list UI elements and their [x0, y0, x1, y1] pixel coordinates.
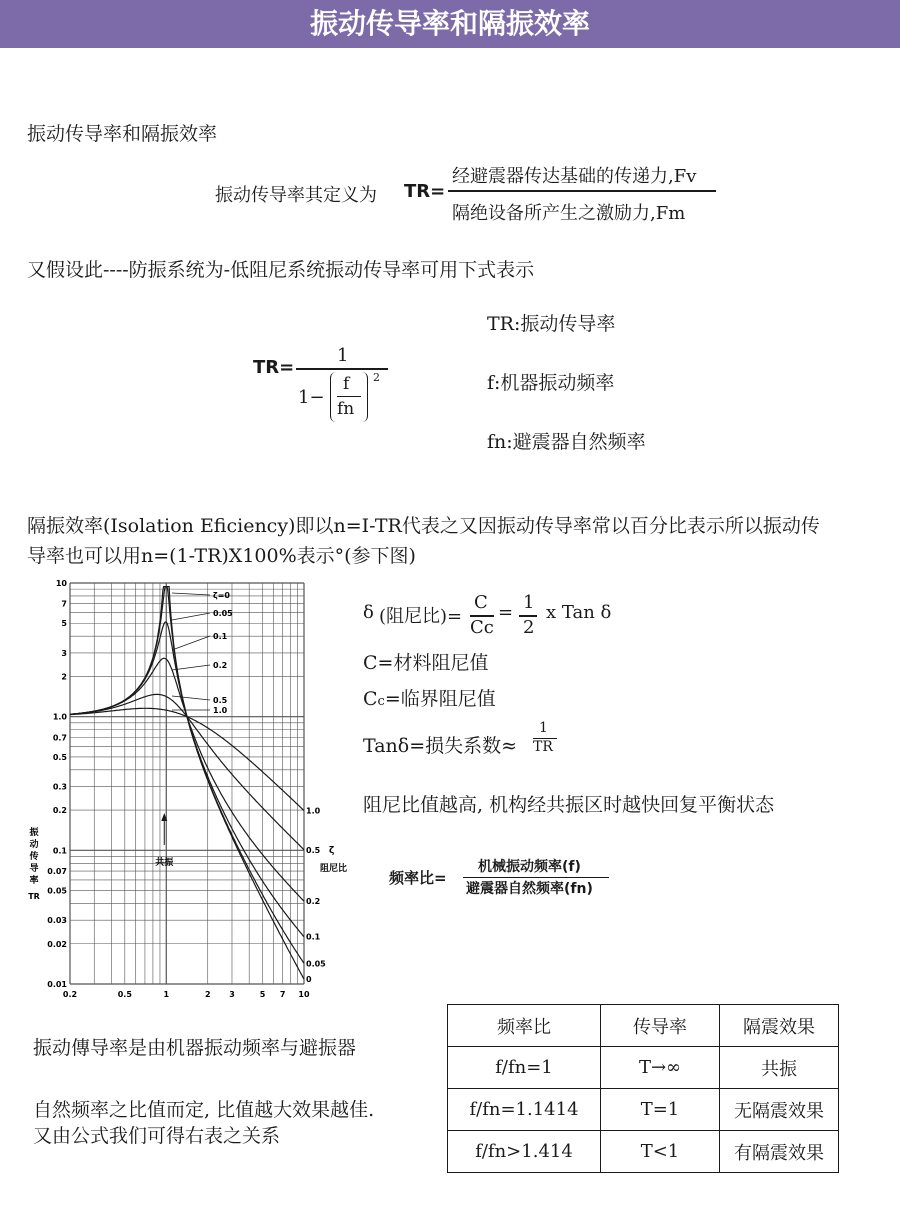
- y-tick-label: 0.3: [52, 782, 67, 792]
- bottom-text-line2: 自然频率之比值而定, 比值越大效果越佳.: [33, 1099, 375, 1121]
- cc-def-sub: c: [377, 694, 385, 709]
- leader-line: [172, 636, 210, 650]
- cc-def-rest: =临界阻尼值: [384, 688, 496, 710]
- y-tick-label: 1.0: [52, 712, 67, 722]
- definition-denominator: 隔绝设备所产生之激励力,Fm: [452, 203, 686, 224]
- low-damping-intro: 又假设此----防振系统为-低阻尼系统振动传导率可用下式表示: [27, 259, 535, 281]
- y-tick-label: 3: [61, 648, 67, 658]
- legend-tr: TR:振动传导率: [487, 313, 616, 335]
- x-tick-label: 0.2: [62, 990, 78, 999]
- x-tick-label: 5: [259, 990, 266, 999]
- series-right-label: 0: [306, 975, 312, 985]
- chart-labels: [28, 591, 347, 984]
- x-tick-label: 0.5: [117, 990, 132, 999]
- table-header-cell: 传导率: [601, 1005, 720, 1047]
- table-cell: 无隔震效果: [720, 1089, 839, 1131]
- y-tick-label: 0.1: [52, 846, 67, 856]
- zeta-symbol: ζ: [329, 846, 335, 856]
- damping-delta: δ: [363, 602, 374, 623]
- formula-f: f: [343, 374, 350, 394]
- x-tick-label: 1: [163, 990, 170, 999]
- table-cell: T<1: [601, 1131, 720, 1173]
- series-top-label: 0.05: [213, 609, 233, 618]
- section-heading: 振动传导率和隔振效率: [27, 123, 218, 145]
- tr-label: TR=: [404, 181, 446, 202]
- leader-line: [172, 665, 210, 670]
- series-top-label: 1.0: [213, 706, 228, 715]
- y-tick-label: 0.05: [47, 886, 67, 896]
- definition-prefix: 振动传导率其定义为: [215, 185, 377, 206]
- leader-line: [172, 696, 210, 700]
- y-tick-label: 0.03: [47, 916, 67, 926]
- table-header-cell: 隔震效果: [720, 1005, 839, 1047]
- y-axis-label-char: 导: [29, 864, 39, 874]
- series-right-label: 0.1: [306, 932, 321, 942]
- y-tick-label: 0.07: [47, 867, 67, 877]
- y-tick-label: 0.2: [52, 806, 67, 816]
- y-tick-label: 0.5: [52, 752, 67, 762]
- series-right-label: 0.05: [306, 959, 326, 969]
- y-axis-label-char: 传: [29, 852, 39, 862]
- formula-lhs: TR=: [253, 357, 295, 378]
- isolation-paragraph-line1: 隔振效率(Isolation Eficiency)即以n=I-TR代表之又因振动传导率常以百分比表示所以振动传: [27, 515, 820, 537]
- page-title: 振动传导率和隔振效率: [309, 7, 590, 40]
- table-header-cell: 频率比: [448, 1005, 601, 1047]
- formula-one-minus: 1−: [298, 387, 325, 408]
- table-cell: 共振: [720, 1047, 839, 1089]
- damping-paren: (阻尼比)=: [379, 606, 463, 627]
- legend-f: f:机器振动频率: [487, 372, 615, 394]
- damping-cc: Cc: [470, 617, 494, 638]
- isolation-paragraph-line2: 导率也可以用n=(1-TR)X100%表示°(参下图): [27, 545, 416, 567]
- damping-x-tan: x Tan δ: [546, 602, 612, 623]
- damping-statement: 阻尼比值越高, 机构经共振区时越快回复平衡状态: [363, 794, 775, 816]
- curve-zeta-0.05: [70, 587, 304, 964]
- freq-ratio-denominator: 避震器自然频率(fn): [466, 881, 593, 897]
- y-tick-label: 0.7: [52, 733, 67, 743]
- damping-half-num: 1: [523, 592, 535, 613]
- c-definition: C=材料阻尼值: [363, 652, 489, 674]
- cc-def-c: C: [363, 688, 378, 710]
- curve-zeta-1.0: [70, 708, 304, 810]
- bottom-text-line1: 振动傳导率是由机器振动频率与避振器: [33, 1037, 357, 1059]
- formula-numerator: 1: [337, 345, 349, 366]
- tan-definition: Tanδ=损失系数≈: [363, 735, 518, 757]
- page-title-bar: [0, 0, 900, 48]
- freq-ratio-numerator: 机械振动频率(f): [478, 859, 581, 875]
- bottom-text-line3: 又由公式我们可得右表之关系: [33, 1125, 281, 1147]
- table-cell: f/fn=1: [448, 1047, 601, 1089]
- y-axis-label-char: 振: [29, 828, 39, 838]
- y-axis-label-char: 动: [29, 840, 39, 850]
- damping-c: C: [474, 592, 488, 613]
- table-row: [448, 1131, 839, 1173]
- chart-grid: [70, 583, 304, 984]
- table-cell: f/fn=1.1414: [448, 1089, 601, 1131]
- leader-line: [172, 613, 210, 620]
- formula-exponent: 2: [373, 371, 380, 384]
- y-tick-label: 10: [55, 579, 67, 588]
- series-right-label: 1.0: [306, 806, 321, 816]
- relationship-table: [447, 1004, 839, 1173]
- table-cell: T=1: [601, 1089, 720, 1131]
- series-right-label: 0.5: [306, 845, 321, 855]
- transmissibility-chart: [0, 575, 360, 1005]
- formula-fn: fn: [337, 399, 355, 419]
- formula-fraction-bar: [296, 368, 388, 370]
- series-right-label: 0.2: [306, 897, 321, 907]
- series-top-label: 0.1: [213, 632, 228, 641]
- damping-eq: =: [498, 602, 514, 623]
- damping-half-den: 2: [523, 617, 535, 638]
- formula-inner-bar: [337, 396, 361, 397]
- leader-line: [172, 593, 210, 595]
- y-axis-label-char: 率: [29, 876, 39, 886]
- curve-zeta-0.2: [70, 658, 304, 901]
- y-tick-label: 0.01: [47, 980, 67, 989]
- chart-ticks: [47, 579, 310, 999]
- freq-ratio-label: 频率比=: [389, 869, 447, 887]
- curve-zeta-0.1: [70, 622, 304, 937]
- y-tick-label: 0.02: [47, 939, 67, 949]
- zeta-title: 阻尼比: [320, 864, 348, 874]
- definition-fraction-bar: [448, 190, 716, 192]
- y-axis-label-tr: TR: [28, 892, 40, 901]
- series-top-label: 0.5: [213, 696, 228, 705]
- table-row: [448, 1089, 839, 1131]
- table-header-row: [448, 1005, 839, 1047]
- series-top-label: 0.2: [213, 661, 228, 670]
- tan-den: TR: [533, 739, 553, 755]
- legend-fn: fn:避震器自然频率: [487, 431, 646, 453]
- resonance-label: 共振: [155, 858, 174, 868]
- x-tick-label: 7: [279, 990, 286, 999]
- y-tick-label: 5: [61, 619, 67, 629]
- y-tick-label: 2: [61, 672, 67, 682]
- table-cell: 有隔震效果: [720, 1131, 839, 1173]
- definition-numerator: 经避震器传达基础的传递力,Fv: [452, 166, 697, 187]
- series-top-label: ζ=0: [213, 591, 230, 600]
- table-row: [448, 1047, 839, 1089]
- y-tick-label: 7: [61, 599, 67, 609]
- table-cell: T→∞: [601, 1047, 720, 1089]
- x-tick-label: 10: [298, 990, 310, 999]
- tan-num: 1: [539, 720, 548, 736]
- cc-definition: [363, 684, 496, 711]
- table-cell: f/fn>1.414: [448, 1131, 601, 1173]
- x-tick-label: 2: [204, 990, 211, 999]
- x-tick-label: 3: [229, 990, 235, 999]
